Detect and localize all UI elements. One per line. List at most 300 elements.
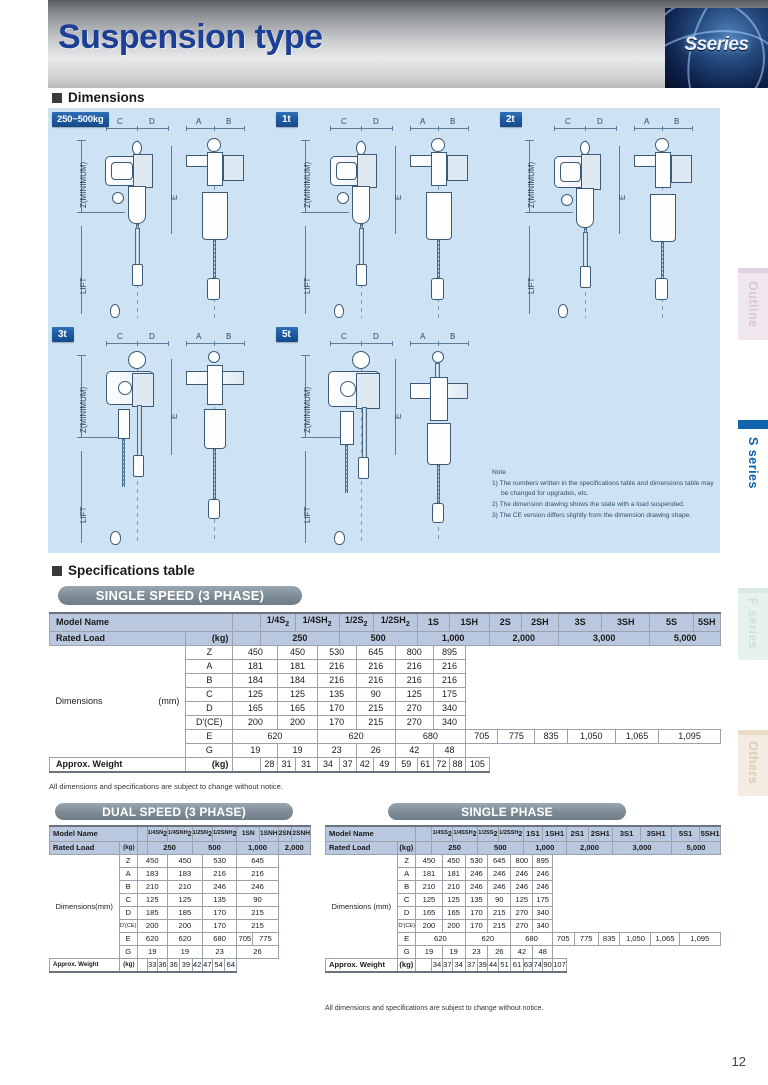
dimension-value: 530 bbox=[202, 855, 237, 868]
dimension-value: 200 bbox=[137, 920, 168, 933]
weight-value: 28 bbox=[261, 757, 278, 772]
pendant-switch bbox=[132, 264, 143, 286]
dimension-row-label: B bbox=[186, 673, 233, 687]
side-tab-f-series[interactable] bbox=[738, 588, 768, 660]
dimension-row-label: C bbox=[186, 687, 233, 701]
dimension-value: 450 bbox=[416, 855, 442, 868]
dimension-value: 19 bbox=[416, 946, 442, 959]
dimension-value: 90 bbox=[488, 894, 511, 907]
dimension-row-label: C bbox=[119, 894, 137, 907]
table-row-weight bbox=[50, 757, 721, 772]
idler-wheel-icon bbox=[337, 192, 349, 204]
gear-case bbox=[426, 192, 452, 240]
dimension-value: 181 bbox=[233, 659, 278, 673]
weight-value: 39 bbox=[180, 959, 192, 973]
tab-accent-bar bbox=[738, 268, 768, 273]
dim-label-lift: LIFT bbox=[303, 506, 312, 523]
dimension-value: 620 bbox=[233, 729, 317, 743]
dimension-value: 645 bbox=[356, 645, 395, 659]
hoist-body bbox=[207, 152, 223, 186]
dimension-row-label: E bbox=[398, 933, 416, 946]
dimension-value: 210 bbox=[168, 881, 203, 894]
weight-value: 42 bbox=[192, 959, 202, 973]
dimension-value: 340 bbox=[533, 920, 553, 933]
bottom-hook-icon bbox=[110, 531, 121, 545]
model-cell: $1/2SH_2$ bbox=[373, 613, 417, 631]
dimension-value: 620 bbox=[317, 729, 395, 743]
dim-label-b: B bbox=[450, 332, 456, 341]
bullet-square-icon bbox=[52, 566, 62, 576]
dimension-value: 705 bbox=[237, 933, 253, 946]
model-cell: 5S bbox=[650, 613, 693, 631]
model-cell: 1S1 bbox=[523, 826, 543, 842]
dim-label-d: D bbox=[149, 117, 155, 126]
dim-label-c: C bbox=[565, 117, 571, 126]
model-cell: 1S bbox=[417, 613, 449, 631]
model-cell: 5S1 bbox=[672, 826, 700, 842]
dim-label-lift: LIFT bbox=[79, 277, 88, 294]
dim-label-lift: LIFT bbox=[303, 277, 312, 294]
motor-housing bbox=[356, 373, 380, 409]
weight-value: 47 bbox=[202, 959, 212, 973]
gear-case bbox=[352, 186, 370, 224]
dimension-value: 48 bbox=[433, 743, 465, 757]
dimension-value: 170 bbox=[317, 715, 356, 729]
weight-value: 107 bbox=[552, 959, 566, 973]
dim-label-b: B bbox=[226, 332, 232, 341]
idler-wheel-icon bbox=[561, 194, 573, 206]
tab-accent-bar bbox=[738, 730, 768, 735]
capacity-badge-250-500kg: 250~500kg bbox=[52, 112, 109, 127]
dimension-value: 620 bbox=[137, 933, 168, 946]
model-cell: 3S1 bbox=[613, 826, 641, 842]
dimension-value: 270 bbox=[395, 701, 433, 715]
diagram-note-box bbox=[492, 468, 716, 521]
suspension-hook-icon bbox=[128, 351, 146, 369]
model-cell: 1/4SN2 bbox=[147, 826, 167, 842]
dimension-value: 165 bbox=[278, 701, 317, 715]
dimension-value: 215 bbox=[356, 701, 395, 715]
dim-label-z: Z(MINIMUM) bbox=[527, 161, 536, 208]
motor-housing bbox=[671, 155, 692, 183]
sheave-block bbox=[340, 411, 354, 445]
model-cell: $1/2S_2$ bbox=[339, 613, 373, 631]
load-chain bbox=[213, 449, 216, 501]
bottom-hook-icon bbox=[655, 278, 668, 300]
model-cell: 2S1 bbox=[567, 826, 589, 842]
dimension-value: 165 bbox=[442, 907, 465, 920]
dim-label-a: A bbox=[420, 117, 426, 126]
dimension-row-label: A bbox=[119, 868, 137, 881]
dim-label-z: Z(MINIMUM) bbox=[303, 161, 312, 208]
dimension-value: 135 bbox=[202, 894, 237, 907]
dim-label-lift: LIFT bbox=[527, 277, 536, 294]
gear-case bbox=[427, 423, 451, 465]
side-tab-label: F series bbox=[746, 598, 760, 650]
suspension-hook-icon bbox=[352, 351, 370, 369]
weight-label: Approx. Weight bbox=[326, 959, 398, 973]
suspension-hook-icon bbox=[431, 138, 445, 152]
dimension-value: 450 bbox=[137, 855, 168, 868]
dimensions-label: Dimensions (mm) bbox=[50, 645, 186, 757]
dimensions-label: Dimensions (mm) bbox=[50, 855, 120, 959]
motor-housing bbox=[581, 154, 601, 190]
dim-label-c: C bbox=[341, 332, 347, 341]
rated-load-cell: 500 bbox=[192, 842, 237, 855]
suspension-hook-icon bbox=[207, 138, 221, 152]
side-tab-others[interactable] bbox=[738, 730, 768, 796]
model-cell: 3SH1 bbox=[641, 826, 672, 842]
dimension-value: 450 bbox=[442, 855, 465, 868]
dimension-row-label: D'(CE) bbox=[398, 920, 416, 933]
dim-label-a: A bbox=[420, 332, 426, 341]
dimension-value: 215 bbox=[237, 907, 278, 920]
model-cell: 1SH bbox=[449, 613, 489, 631]
dimension-value: 246 bbox=[533, 881, 553, 894]
dimension-value: 42 bbox=[511, 946, 533, 959]
load-chain bbox=[437, 465, 440, 505]
dimension-value: 680 bbox=[395, 729, 465, 743]
dimension-value: 215 bbox=[488, 907, 511, 920]
dimension-row-label: D bbox=[398, 907, 416, 920]
weight-value: 88 bbox=[449, 757, 465, 772]
rated-load-cell: 500 bbox=[477, 842, 523, 855]
table-row-weight bbox=[326, 959, 721, 973]
table-row-rated-load bbox=[50, 631, 721, 645]
dim-label-d: D bbox=[373, 332, 379, 341]
rated-load-cell: 250 bbox=[261, 631, 339, 645]
load-chain bbox=[437, 240, 440, 280]
model-name-label: Model Name bbox=[50, 826, 138, 842]
model-cell: 1SNH bbox=[259, 826, 278, 842]
rated-load-unit: (kg) bbox=[398, 842, 416, 855]
model-cell: 1/4SSH2 bbox=[453, 826, 478, 842]
weight-unit: (kg) bbox=[186, 757, 233, 772]
dimensions-heading: Dimensions bbox=[52, 90, 145, 105]
dimension-value: 1,065 bbox=[615, 729, 658, 743]
gear-case bbox=[202, 192, 228, 240]
model-cell: 5SH bbox=[693, 613, 720, 631]
dimension-value: 216 bbox=[356, 659, 395, 673]
dimension-value: 216 bbox=[202, 868, 237, 881]
header-left-margin bbox=[0, 0, 48, 88]
suspension-hook-icon bbox=[580, 141, 590, 155]
single-speed-footnote: All dimensions and specifications are subject to change without notice. bbox=[49, 782, 283, 791]
weight-value: 51 bbox=[498, 959, 510, 973]
dimension-value: 895 bbox=[533, 855, 553, 868]
weight-unit: (kg) bbox=[398, 959, 416, 973]
dimension-value: 210 bbox=[137, 881, 168, 894]
weight-value: 74 bbox=[533, 959, 543, 973]
gear-case bbox=[204, 409, 226, 449]
diagram-3t-side bbox=[174, 323, 272, 553]
dim-label-a: A bbox=[644, 117, 650, 126]
dimension-value: 705 bbox=[466, 729, 498, 743]
dimension-value: 200 bbox=[233, 715, 278, 729]
single-phase-caption: SINGLE PHASE bbox=[388, 803, 626, 820]
side-tab-label: Others bbox=[746, 741, 760, 785]
dimension-value: 215 bbox=[237, 920, 278, 933]
load-chain bbox=[661, 242, 664, 280]
dimension-value: 181 bbox=[278, 659, 317, 673]
tab-accent-bar bbox=[738, 420, 768, 429]
weight-value: 49 bbox=[373, 757, 395, 772]
tab-accent-bar bbox=[738, 588, 768, 593]
dimension-value: 1,050 bbox=[620, 933, 651, 946]
note-title: Note bbox=[492, 469, 506, 476]
weight-value: 31 bbox=[278, 757, 295, 772]
side-tab-s-series[interactable] bbox=[738, 420, 768, 506]
table-row bbox=[326, 855, 721, 868]
dimension-row-label: Z bbox=[119, 855, 137, 868]
dimension-value: 183 bbox=[168, 868, 203, 881]
dimension-value: 340 bbox=[433, 715, 465, 729]
model-cell: 2SH bbox=[521, 613, 558, 631]
dimension-value: 170 bbox=[202, 907, 237, 920]
suspension-hook-icon bbox=[432, 351, 444, 363]
model-cell: 1/2SS2 bbox=[477, 826, 498, 842]
dim-label-b: B bbox=[450, 117, 456, 126]
table-row-model bbox=[50, 826, 311, 842]
dimension-value: 645 bbox=[237, 855, 278, 868]
rated-load-cell: 2,000 bbox=[489, 631, 558, 645]
dimension-value: 216 bbox=[395, 673, 433, 687]
bottom-hook-icon bbox=[431, 278, 444, 300]
dimension-value: 90 bbox=[356, 687, 395, 701]
model-cell: 1/4SS2 bbox=[432, 826, 453, 842]
dimension-value: 775 bbox=[498, 729, 535, 743]
dimension-value: 125 bbox=[395, 687, 433, 701]
pendant-switch bbox=[133, 455, 144, 477]
weight-label: Approx. Weight bbox=[50, 959, 120, 973]
model-cell: 2SH1 bbox=[588, 826, 612, 842]
bottom-hook-icon bbox=[334, 304, 344, 318]
single-speed-table bbox=[49, 612, 721, 773]
dimension-value: 1,065 bbox=[651, 933, 679, 946]
dimension-value: 270 bbox=[395, 715, 433, 729]
weight-value: 34 bbox=[453, 959, 465, 973]
dimension-value: 125 bbox=[416, 894, 442, 907]
model-cell: 2SN bbox=[278, 826, 292, 842]
dim-label-a: A bbox=[196, 117, 202, 126]
gear-case bbox=[576, 188, 594, 228]
side-tab-label: S series bbox=[746, 437, 760, 489]
motor-housing bbox=[133, 154, 153, 188]
hoist-body bbox=[431, 152, 447, 186]
dimension-value: 42 bbox=[395, 743, 433, 757]
weight-value: 34 bbox=[317, 757, 339, 772]
dimension-value: 246 bbox=[202, 881, 237, 894]
dim-label-z: Z(MINIMUM) bbox=[79, 161, 88, 208]
dimension-value: 620 bbox=[416, 933, 465, 946]
dim-label-a: A bbox=[196, 332, 202, 341]
weight-value: 36 bbox=[157, 959, 167, 973]
rated-load-cell: 1,000 bbox=[237, 842, 278, 855]
dimension-value: 26 bbox=[488, 946, 511, 959]
single-speed-caption: SINGLE SPEED (3 PHASE) bbox=[58, 586, 302, 605]
dimension-row-label: D'(CE) bbox=[186, 715, 233, 729]
dimension-value: 19 bbox=[137, 946, 168, 959]
rated-load-cell: 3,000 bbox=[613, 842, 672, 855]
motor-housing bbox=[132, 373, 154, 407]
dimension-row-label: B bbox=[398, 881, 416, 894]
bottom-hook-icon bbox=[208, 499, 220, 519]
weight-value: 44 bbox=[488, 959, 498, 973]
dim-label-lift: LIFT bbox=[79, 506, 88, 523]
dimension-value: 835 bbox=[535, 729, 567, 743]
pendant-switch bbox=[356, 264, 367, 286]
dimension-value: 340 bbox=[433, 701, 465, 715]
weight-value: 36 bbox=[168, 959, 180, 973]
dim-label-e: E bbox=[170, 413, 179, 419]
dimension-value: 216 bbox=[395, 659, 433, 673]
dim-label-e: E bbox=[170, 194, 179, 200]
dimension-value: 170 bbox=[317, 701, 356, 715]
weight-value: 34 bbox=[432, 959, 442, 973]
hoist-body bbox=[655, 152, 671, 188]
dim-label-d: D bbox=[597, 117, 603, 126]
dimension-row-label: D'(CE) bbox=[119, 920, 137, 933]
load-chain bbox=[345, 445, 348, 493]
table-row-rated-load bbox=[326, 842, 721, 855]
dimension-row-label: E bbox=[186, 729, 233, 743]
weight-value: 105 bbox=[466, 757, 490, 772]
rated-load-cell: 5,000 bbox=[650, 631, 721, 645]
model-cell: 3S bbox=[558, 613, 601, 631]
dimension-row-label: E bbox=[119, 933, 137, 946]
load-chain bbox=[213, 240, 216, 280]
dimension-value: 184 bbox=[278, 673, 317, 687]
s-series-logo bbox=[665, 8, 768, 88]
gear-case bbox=[128, 186, 146, 224]
dimensions-diagram-panel bbox=[48, 108, 720, 553]
side-tab-label: Outline bbox=[746, 280, 760, 328]
dimension-value: 26 bbox=[356, 743, 395, 757]
dimension-value: 23 bbox=[317, 743, 356, 757]
dimension-value: 125 bbox=[442, 894, 465, 907]
dimension-row-label: Z bbox=[398, 855, 416, 868]
dimension-value: 19 bbox=[168, 946, 203, 959]
dimension-value: 200 bbox=[416, 920, 442, 933]
rated-load-cell: 250 bbox=[147, 842, 192, 855]
table-row-weight bbox=[50, 959, 311, 973]
dimension-value: 200 bbox=[278, 715, 317, 729]
model-cell: 1/2SN2 bbox=[192, 826, 212, 842]
dimension-row-label: Z bbox=[186, 645, 233, 659]
specifications-heading: Specifications table bbox=[52, 563, 195, 578]
dimension-row-label: G bbox=[398, 946, 416, 959]
dimension-value: 530 bbox=[317, 645, 356, 659]
diagram-1t-side bbox=[398, 108, 496, 323]
dimension-value: 835 bbox=[598, 933, 620, 946]
dimension-value: 184 bbox=[233, 673, 278, 687]
rated-load-cell: 2,000 bbox=[278, 842, 310, 855]
dim-label-d: D bbox=[373, 117, 379, 126]
dimension-value: 246 bbox=[465, 868, 488, 881]
model-name-label: Model Name bbox=[50, 613, 233, 631]
dim-label-d: D bbox=[149, 332, 155, 341]
dimension-row-label: B bbox=[119, 881, 137, 894]
load-chain bbox=[122, 439, 125, 487]
table-row-rated-load bbox=[50, 842, 311, 855]
diagram-5t-side bbox=[398, 323, 496, 553]
dimension-value: 215 bbox=[488, 920, 511, 933]
weight-value: 54 bbox=[212, 959, 224, 973]
dim-label-z: Z(MINIMUM) bbox=[303, 386, 312, 433]
weight-value: 37 bbox=[442, 959, 452, 973]
weight-value: 42 bbox=[356, 757, 373, 772]
dimension-value: 90 bbox=[237, 894, 278, 907]
motor-housing bbox=[447, 155, 468, 181]
hoist-drum bbox=[340, 381, 356, 397]
dimension-value: 125 bbox=[168, 894, 203, 907]
dimension-value: 183 bbox=[137, 868, 168, 881]
dimension-value: 246 bbox=[533, 868, 553, 881]
idler-wheel-icon bbox=[112, 192, 124, 204]
model-name-label: Model Name bbox=[326, 826, 416, 842]
note-item: 3) The CE version differs slightly from the dimension drawing shape. bbox=[492, 511, 692, 519]
dimension-value: 246 bbox=[511, 881, 533, 894]
dim-label-c: C bbox=[341, 117, 347, 126]
dimension-value: 800 bbox=[511, 855, 533, 868]
dimension-value: 645 bbox=[488, 855, 511, 868]
rated-load-cell: 3,000 bbox=[558, 631, 649, 645]
dimension-value: 210 bbox=[416, 881, 442, 894]
suspension-hook-icon bbox=[208, 351, 220, 363]
table-row-model bbox=[50, 613, 721, 631]
dimension-value: 23 bbox=[202, 946, 237, 959]
side-tab-outline[interactable] bbox=[738, 268, 768, 340]
bottom-hook-icon bbox=[432, 503, 444, 523]
dimension-value: 125 bbox=[233, 687, 278, 701]
dimension-value: 450 bbox=[168, 855, 203, 868]
note-item: 2) The dimension drawing shows the state with a load suspended. bbox=[492, 501, 685, 509]
dim-label-e: E bbox=[618, 194, 627, 200]
weight-value: 37 bbox=[465, 959, 477, 973]
dimension-value: 800 bbox=[395, 645, 433, 659]
dimension-value: 216 bbox=[433, 659, 465, 673]
pendant-cord bbox=[362, 407, 367, 463]
dimension-value: 216 bbox=[317, 659, 356, 673]
weight-value: 61 bbox=[511, 959, 523, 973]
model-cell: 1SN bbox=[237, 826, 260, 842]
hoist-drum bbox=[111, 162, 133, 180]
dimension-value: 125 bbox=[137, 894, 168, 907]
dimension-value: 620 bbox=[465, 933, 511, 946]
dimension-value: 270 bbox=[511, 907, 533, 920]
dimension-value: 620 bbox=[168, 933, 203, 946]
dimension-value: 175 bbox=[433, 687, 465, 701]
dimension-value: 246 bbox=[488, 881, 511, 894]
dimension-value: 165 bbox=[233, 701, 278, 715]
hoist-body bbox=[430, 377, 448, 421]
dim-label-c: C bbox=[117, 332, 123, 341]
weight-value: 31 bbox=[295, 757, 317, 772]
dimension-value: 125 bbox=[511, 894, 533, 907]
motor-housing bbox=[223, 155, 244, 181]
model-cell: 1/2SNH2 bbox=[212, 826, 237, 842]
weight-unit: (kg) bbox=[119, 959, 137, 973]
dimension-value: 680 bbox=[202, 933, 237, 946]
dimension-value: 200 bbox=[168, 920, 203, 933]
page-number: 12 bbox=[731, 1054, 746, 1069]
weight-value: 64 bbox=[225, 959, 237, 973]
dimension-value: 175 bbox=[533, 894, 553, 907]
weight-value: 61 bbox=[417, 757, 433, 772]
dimension-value: 135 bbox=[465, 894, 488, 907]
dimension-value: 216 bbox=[237, 868, 278, 881]
weight-value: 33 bbox=[147, 959, 157, 973]
